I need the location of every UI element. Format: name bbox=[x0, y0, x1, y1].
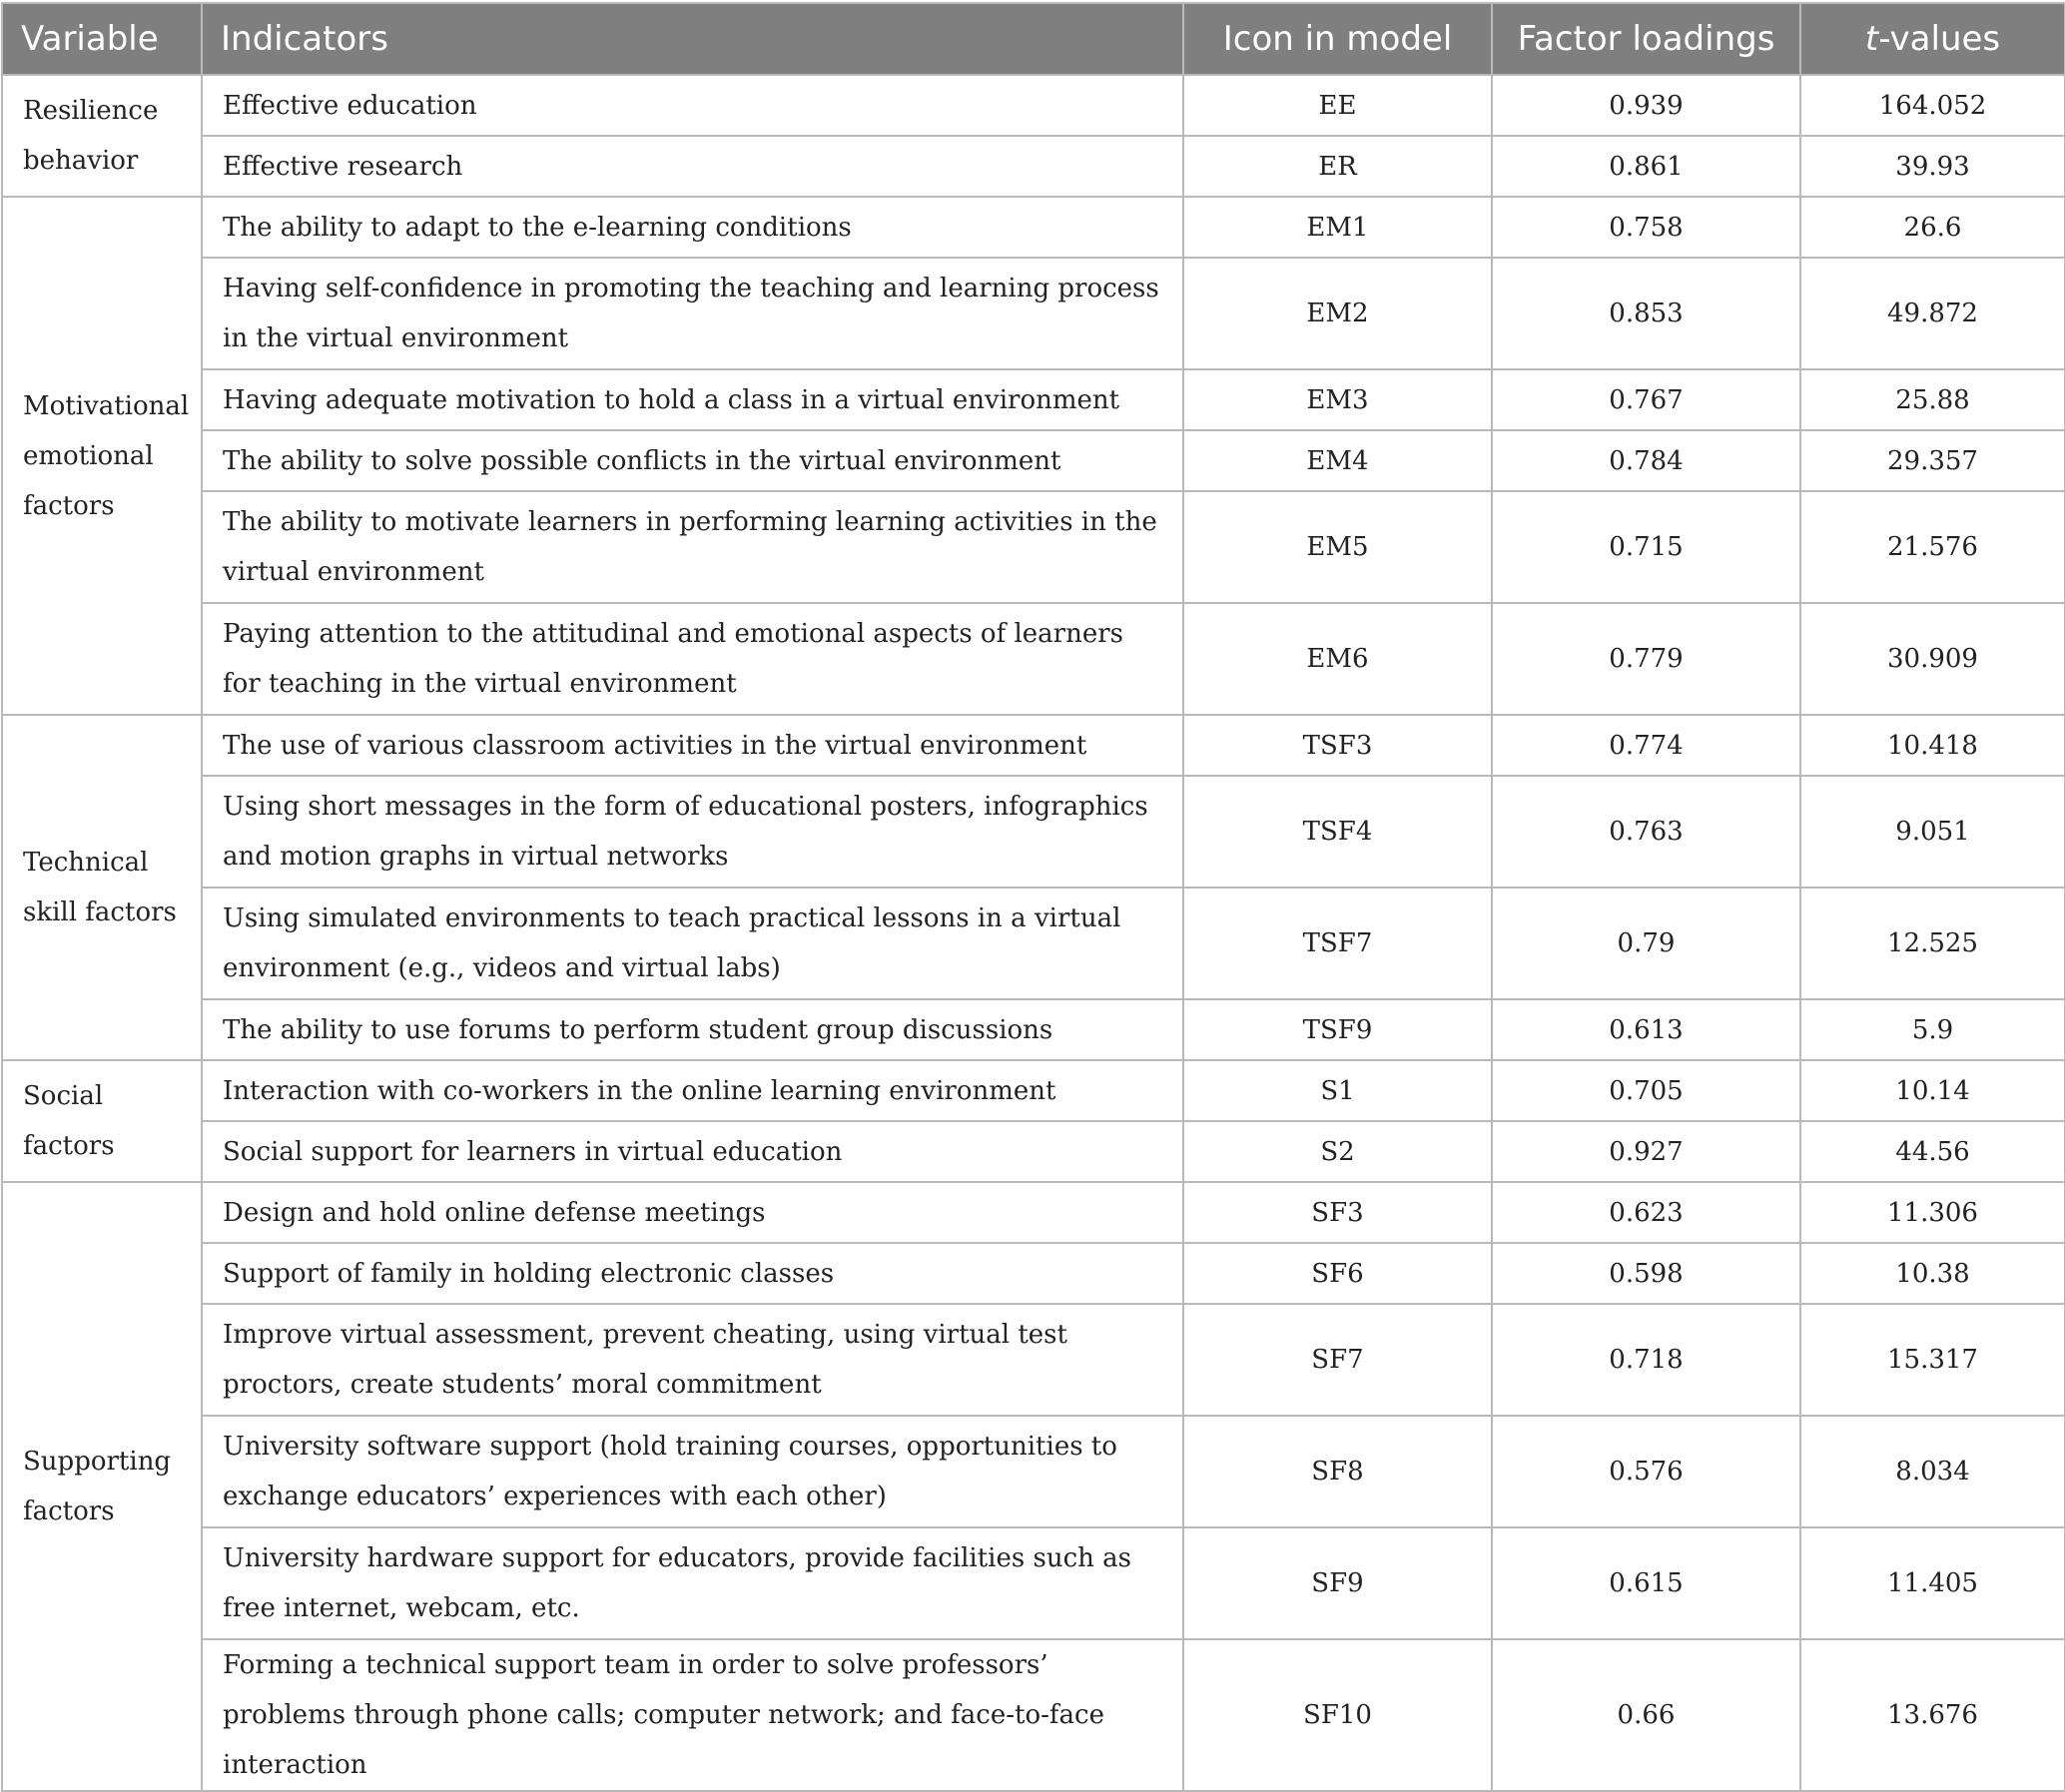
icon-cell: EM2 bbox=[1183, 258, 1492, 369]
indicator-cell: Effective education bbox=[202, 75, 1183, 136]
indicator-cell: Social support for learners in virtual education bbox=[202, 1121, 1183, 1182]
icon-cell: EM6 bbox=[1183, 603, 1492, 715]
table-row bbox=[2, 197, 2065, 258]
loading-cell: 0.705 bbox=[1492, 1060, 1800, 1121]
table-row bbox=[2, 369, 2065, 430]
header-t-values bbox=[1800, 3, 2065, 75]
variable-cell: Social factors bbox=[2, 1060, 202, 1182]
indicator-cell: The ability to adapt to the e-learning conditions bbox=[202, 197, 1183, 258]
t-value-cell: 5.9 bbox=[1800, 999, 2065, 1060]
table-row bbox=[2, 491, 2065, 603]
table-row bbox=[2, 258, 2065, 369]
header-variable: Variable bbox=[2, 3, 202, 75]
table-row bbox=[2, 1527, 2065, 1639]
indicator-cell: University hardware support for educators, provide facilities such as free internet, webcam, etc. bbox=[202, 1527, 1183, 1639]
t-value-cell: 15.317 bbox=[1800, 1304, 2065, 1416]
t-value-cell: 49.872 bbox=[1800, 258, 2065, 369]
table-header bbox=[2, 3, 2065, 75]
table-row bbox=[2, 1243, 2065, 1304]
icon-cell: TSF3 bbox=[1183, 715, 1492, 776]
indicator-cell: The ability to motivate learners in performing learning activities in the virtual environment bbox=[202, 491, 1183, 603]
indicator-cell: Effective research bbox=[202, 136, 1183, 197]
icon-cell: ER bbox=[1183, 136, 1492, 197]
indicator-cell: Support of family in holding electronic classes bbox=[202, 1243, 1183, 1304]
table-body bbox=[2, 75, 2065, 1791]
icon-cell: EM4 bbox=[1183, 430, 1492, 491]
icon-cell: S2 bbox=[1183, 1121, 1492, 1182]
icon-cell: SF3 bbox=[1183, 1182, 1492, 1243]
icon-cell: EM1 bbox=[1183, 197, 1492, 258]
t-value-cell: 30.909 bbox=[1800, 603, 2065, 715]
indicator-cell: Interaction with co-workers in the online learning environment bbox=[202, 1060, 1183, 1121]
indicator-cell: The ability to use forums to perform student group discussions bbox=[202, 999, 1183, 1060]
loading-cell: 0.939 bbox=[1492, 75, 1800, 136]
table-row bbox=[2, 1304, 2065, 1416]
table-row bbox=[2, 888, 2065, 999]
table-row bbox=[2, 430, 2065, 491]
icon-cell: EM5 bbox=[1183, 491, 1492, 603]
loading-cell: 0.66 bbox=[1492, 1639, 1800, 1791]
loading-cell: 0.615 bbox=[1492, 1527, 1800, 1639]
t-value-cell: 164.052 bbox=[1800, 75, 2065, 136]
icon-cell: SF9 bbox=[1183, 1527, 1492, 1639]
t-value-cell: 44.56 bbox=[1800, 1121, 2065, 1182]
t-value-cell: 12.525 bbox=[1800, 888, 2065, 999]
icon-cell: SF8 bbox=[1183, 1416, 1492, 1527]
loading-cell: 0.598 bbox=[1492, 1243, 1800, 1304]
loading-cell: 0.758 bbox=[1492, 197, 1800, 258]
t-value-cell: 25.88 bbox=[1800, 369, 2065, 430]
t-value-cell: 10.38 bbox=[1800, 1243, 2065, 1304]
indicator-cell: Improve virtual assessment, prevent cheating, using virtual test proctors, create students’ moral commitment bbox=[202, 1304, 1183, 1416]
header-factor-loadings: Factor loadings bbox=[1492, 3, 1800, 75]
table-row bbox=[2, 715, 2065, 776]
icon-cell: EM3 bbox=[1183, 369, 1492, 430]
header-t-rest: -values bbox=[1878, 19, 2001, 59]
variable-cell: Technical skill factors bbox=[2, 715, 202, 1060]
t-value-cell: 11.306 bbox=[1800, 1182, 2065, 1243]
loading-cell: 0.715 bbox=[1492, 491, 1800, 603]
loading-cell: 0.767 bbox=[1492, 369, 1800, 430]
indicator-cell: University software support (hold training courses, opportunities to exchange educators’ experiences with each other) bbox=[202, 1416, 1183, 1527]
table-row bbox=[2, 603, 2065, 715]
indicator-cell: Paying attention to the attitudinal and emotional aspects of learners for teaching in the virtual environment bbox=[202, 603, 1183, 715]
t-value-cell: 10.418 bbox=[1800, 715, 2065, 776]
loading-cell: 0.774 bbox=[1492, 715, 1800, 776]
table-row bbox=[2, 776, 2065, 888]
t-value-cell: 8.034 bbox=[1800, 1416, 2065, 1527]
icon-cell: TSF4 bbox=[1183, 776, 1492, 888]
indicator-cell: Having adequate motivation to hold a class in a virtual environment bbox=[202, 369, 1183, 430]
t-value-cell: 39.93 bbox=[1800, 136, 2065, 197]
indicator-cell: Using short messages in the form of educational posters, infographics and motion graphs in virtual networks bbox=[202, 776, 1183, 888]
loading-cell: 0.853 bbox=[1492, 258, 1800, 369]
loading-cell: 0.718 bbox=[1492, 1304, 1800, 1416]
loading-cell: 0.613 bbox=[1492, 999, 1800, 1060]
t-value-cell: 21.576 bbox=[1800, 491, 2065, 603]
variable-cell: Resilience behavior bbox=[2, 75, 202, 197]
icon-cell: SF6 bbox=[1183, 1243, 1492, 1304]
icon-cell: S1 bbox=[1183, 1060, 1492, 1121]
table-row bbox=[2, 999, 2065, 1060]
indicator-cell: Forming a technical support team in order to solve professors’ problems through phone calls; computer network; and face-to-face interaction bbox=[202, 1639, 1183, 1791]
table-row bbox=[2, 136, 2065, 197]
loading-cell: 0.79 bbox=[1492, 888, 1800, 999]
loading-cell: 0.623 bbox=[1492, 1182, 1800, 1243]
indicator-cell: Having self-confidence in promoting the teaching and learning process in the virtual environment bbox=[202, 258, 1183, 369]
loading-cell: 0.576 bbox=[1492, 1416, 1800, 1527]
icon-cell: SF10 bbox=[1183, 1639, 1492, 1791]
indicator-cell: Design and hold online defense meetings bbox=[202, 1182, 1183, 1243]
t-value-cell: 10.14 bbox=[1800, 1060, 2065, 1121]
icon-cell: TSF7 bbox=[1183, 888, 1492, 999]
icon-cell: TSF9 bbox=[1183, 999, 1492, 1060]
t-value-cell: 29.357 bbox=[1800, 430, 2065, 491]
icon-cell: SF7 bbox=[1183, 1304, 1492, 1416]
t-value-cell: 26.6 bbox=[1800, 197, 2065, 258]
loading-cell: 0.763 bbox=[1492, 776, 1800, 888]
indicator-cell: The ability to solve possible conflicts in the virtual environment bbox=[202, 430, 1183, 491]
table-row bbox=[2, 1639, 2065, 1791]
table-row bbox=[2, 1416, 2065, 1527]
t-value-cell: 9.051 bbox=[1800, 776, 2065, 888]
variable-cell: Motivational emotional factors bbox=[2, 197, 202, 715]
loading-cell: 0.861 bbox=[1492, 136, 1800, 197]
table-row bbox=[2, 1182, 2065, 1243]
loading-cell: 0.927 bbox=[1492, 1121, 1800, 1182]
indicator-cell: Using simulated environments to teach practical lessons in a virtual environment (e.g., videos and virtual labs) bbox=[202, 888, 1183, 999]
header-t-italic: t bbox=[1864, 19, 1879, 59]
t-value-cell: 11.405 bbox=[1800, 1527, 2065, 1639]
table-row bbox=[2, 1121, 2065, 1182]
indicator-cell: The use of various classroom activities in the virtual environment bbox=[202, 715, 1183, 776]
loading-cell: 0.779 bbox=[1492, 603, 1800, 715]
variable-cell: Supporting factors bbox=[2, 1182, 202, 1791]
factor-loadings-table bbox=[1, 2, 2065, 1792]
t-value-cell: 13.676 bbox=[1800, 1639, 2065, 1791]
header-icon-in-model: Icon in model bbox=[1183, 3, 1492, 75]
icon-cell: EE bbox=[1183, 75, 1492, 136]
table-row bbox=[2, 1060, 2065, 1121]
loading-cell: 0.784 bbox=[1492, 430, 1800, 491]
header-indicators: Indicators bbox=[202, 3, 1183, 75]
table-row bbox=[2, 75, 2065, 136]
